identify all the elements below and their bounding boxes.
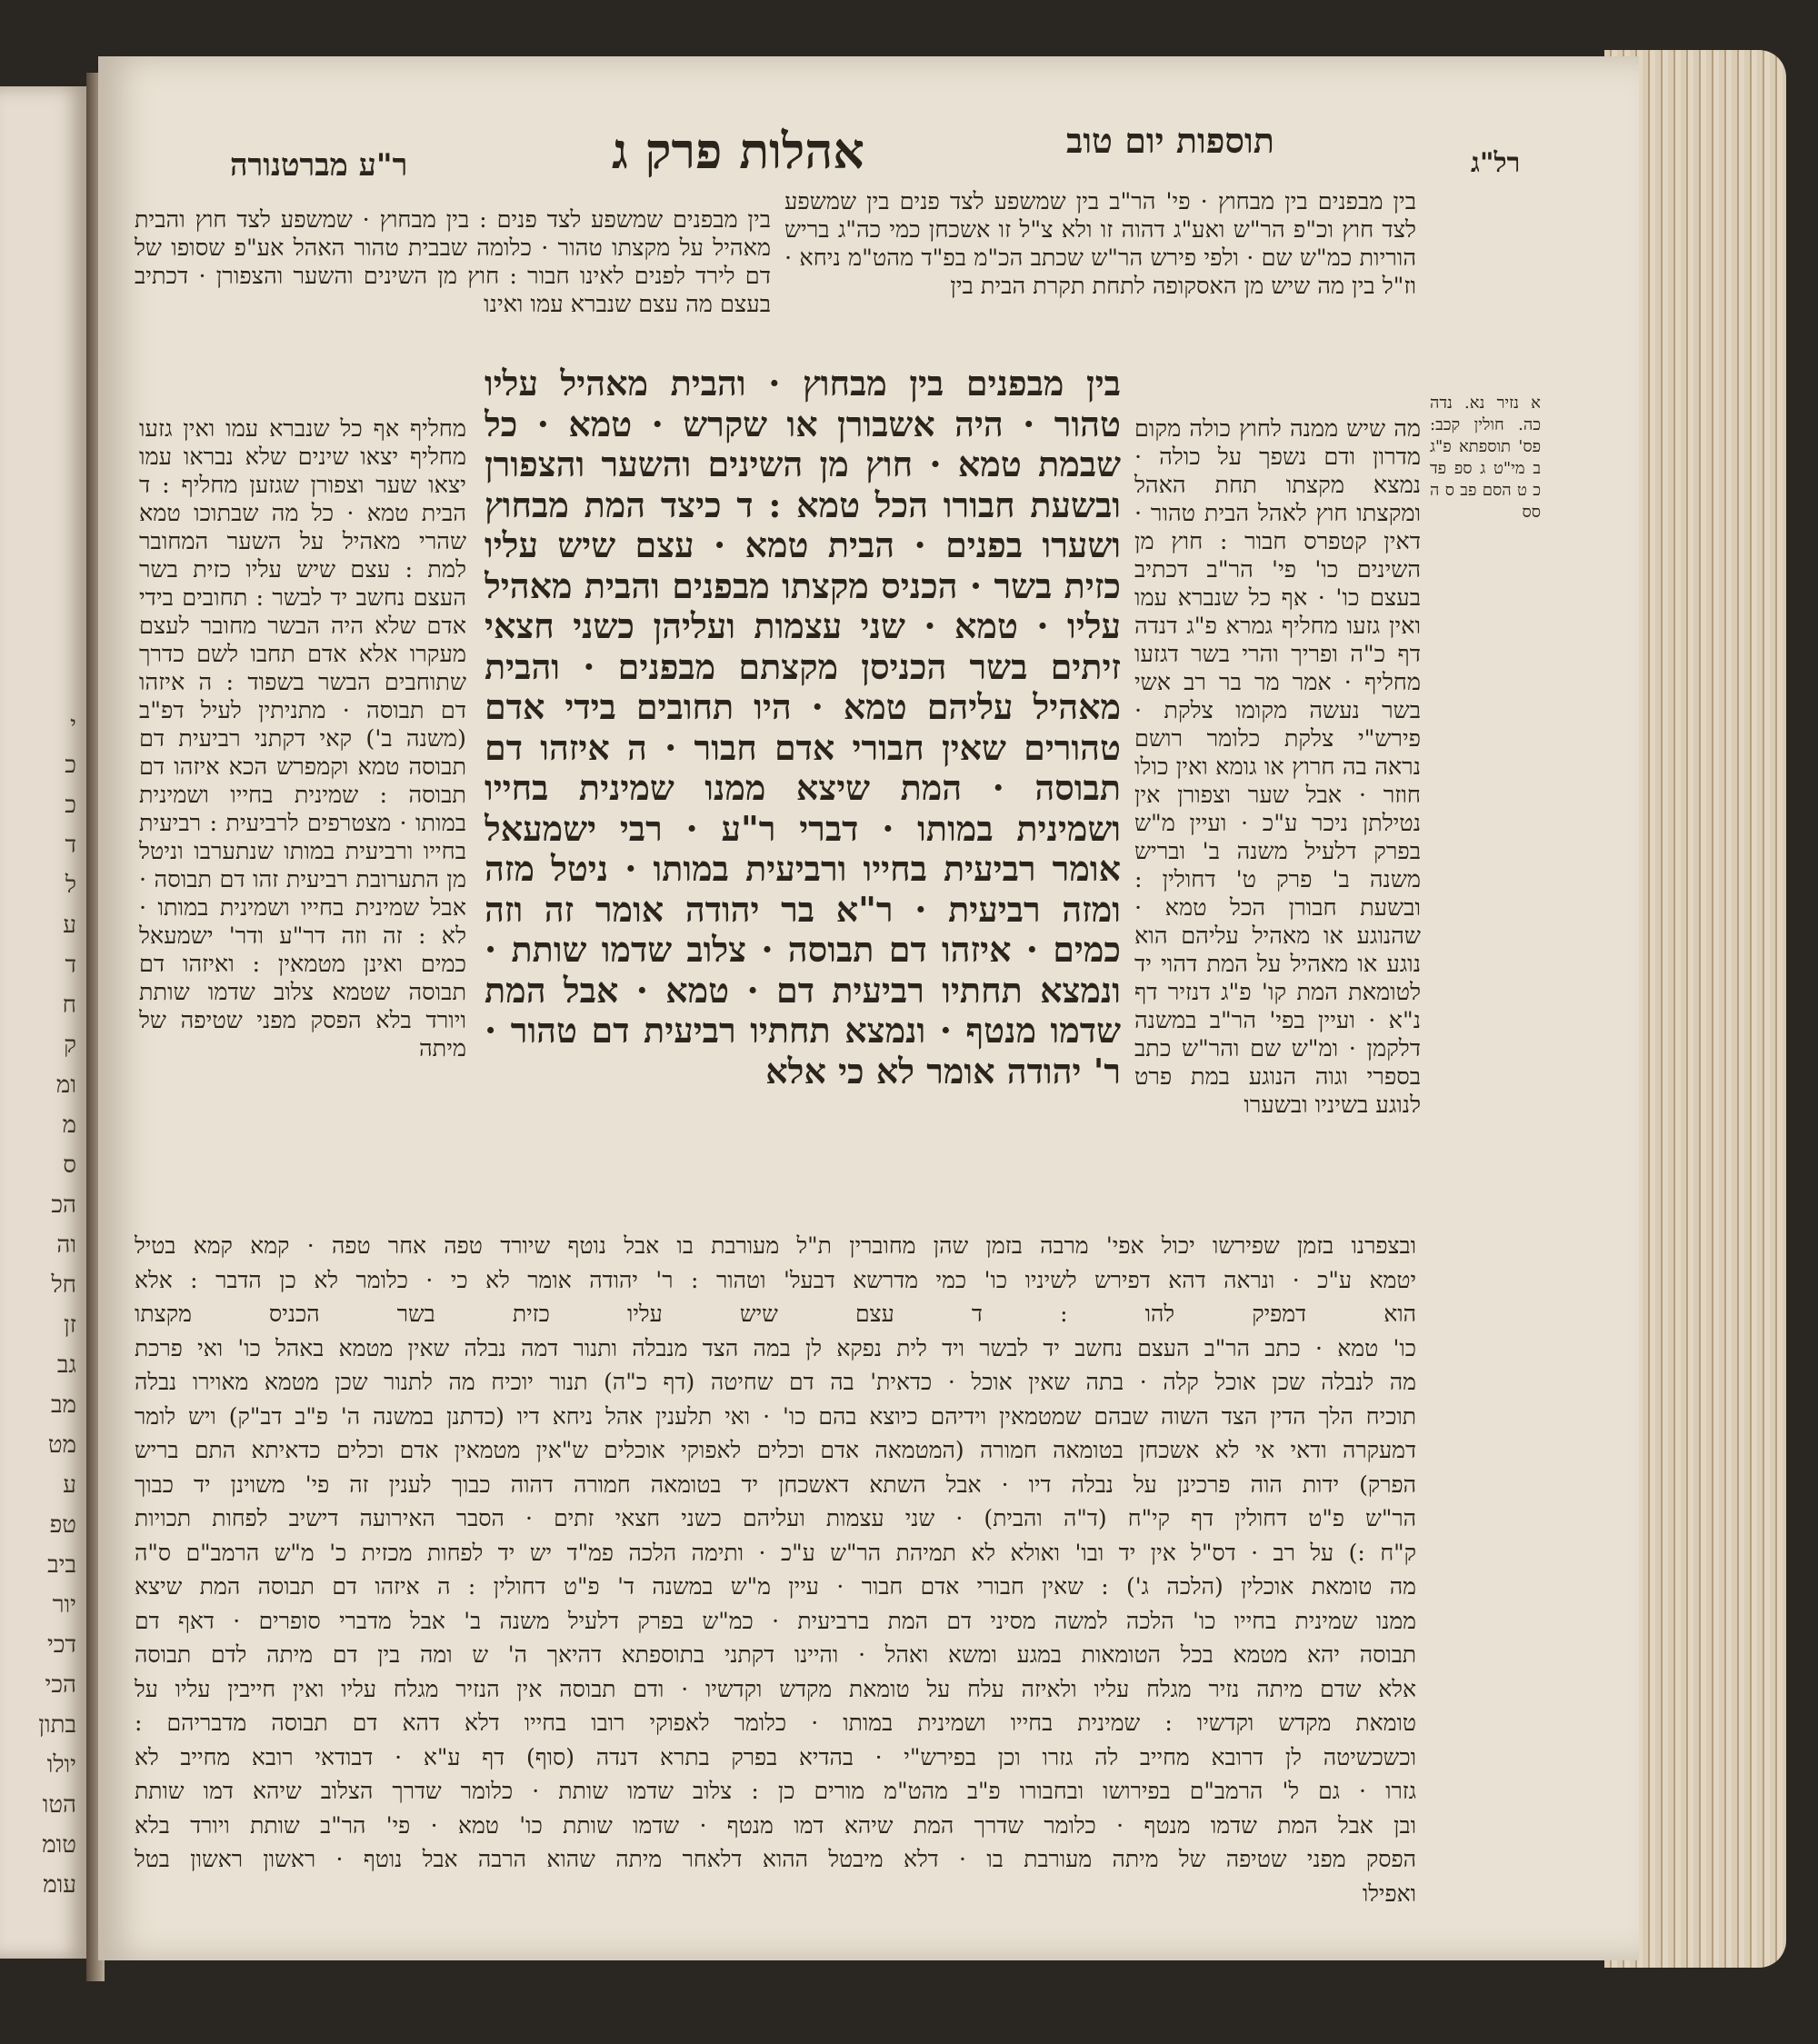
continuation-line: מה טומאת אוכלין (הלכה ג') : שאין חבורי אדם חבור · עיין מ"ש במשנה ד' פ"ט דחולין : ה איזהו דם תבוסה המת שיצא <box>135 1573 1416 1600</box>
left-page-fragment: הטו <box>42 1791 76 1819</box>
continuation-line: הר"ש פ"ט דחולין דף קי"ח (ד"ה והבית) · שני עצמות ועליהם כשני חצאי זתים · הסבר האירועה דישיב לפחות תכויות <box>135 1505 1416 1531</box>
bartenura-commentary: מחליף אף כל שנברא עמו ואין גזעו מחליף יצאו שינים שלא נבראו עמו יצאו שער וצפורן שגזען מחליף : ד הבית טמא · כל מה שבתוכו טמא שהרי מאהיל על השער המחובר למת : עצם שיש עליו כזית בשר העצם נחשב יד לבשר : תחובים בידי אדם שלא היה הבשר מחובר לעצם מעקרו אלא אדם תחבו לשם כדרך שתוחבים הבשר בשפוד : ה איזהו דם תבוסה · מתניתין לעיל דפ"ב (משנה ב') קאי דקתני רביעית דם תבוסה טמא וקמפרש הכא איזהו דם תבוסה : שמינית בחייו ושמינית במותו · מצטרפים לרביעית : רביעית בחייו ורביעית במותו שנתערבו וניטל מן התערובת רביעית זהו דם תבוסה · אבל שמינית בחייו ושמינית במותו · לא : זה וזה דר"ע ודר' ישמעאל כמים ואינן מטמאין : ואיזהו דם תבוסה שטמא צלוב שדמו שותת ויורד בלא הפסק מפני שטיפה של מיתה <box>139 415 466 1062</box>
left-page-fragment: הכי <box>45 1671 76 1699</box>
continuation-line: ואפילו <box>1362 1879 1416 1907</box>
margin-note: א נזיר נא. נדה כה. חולין קכב: פס' תוספתא פ"ג ב מי"ט ג ספ פד כ ט הסם פב ס ה סס <box>1430 394 1541 522</box>
left-page-fragment: כ <box>65 792 76 819</box>
continuation-line: דמעקרה ודאי אי לא אשכחן בטומאה חמורה (המטמאה אדם וכלים לאפוקי אוכלים ש"אין מטמאין אדם וכלים כדאיתא התם בריש <box>135 1437 1416 1463</box>
bartenura-intro: בין מבפנים שמשפע לצד פנים : בין מבחוץ · שמשפע לצד חוץ והבית מאהיל על מקצתו טהור · כלומה שבבית טהור האהל אע"פ שסופו של דם לירד לפנים לאינו חבור : חוץ מן השינים והשער והצפורן · דכתיב בעצם מה עצם שנברא עמו ואינו <box>135 206 771 318</box>
continuation-line: הוא דמפיק להו : ד עצם שיש עליו כזית בשר הכניס מקצתו <box>135 1301 1416 1327</box>
continuation-line: הפסק מפני שטיפה של מיתה מעורבת בו · דלא מיבטל ההוא דלאחר מיתה שהוא הרבה אבל נוטף · ראשון ראשון בטל <box>135 1846 1416 1872</box>
mishnah-text: בין מבפנים בין מבחוץ · והבית מאהיל עליו טהור · היה אשבורן או שקרש · טמא · כל שבמת טמא · חוץ מן השינים והשער והצפורן ובשעת חבורו הכל טמא : ד כיצד המת מבחוץ ושערו בפנים · הבית טמא · עצם שיש עליו כזית בשר · הכניס מקצתו מבפנים והבית מאהיל עליו · טמא · שני עצמות ועליהן כשני חצאי זיתים בשר הכניסן מקצתם מבפנים · והבית מאהיל עליהם טמא · היו תחובים בידי אדם טהורים שאין חבורי אדם חבור · ה איזהו דם תבוסה · המת שיצא ממנו שמינית בחייו ושמינית במותו · דברי ר"ע · רבי ישמעאל אומר רביעית בחייו ורביעית במותו · ניטל מזה ומזה רביעית · ר"א בר יהודה אומר זה וזה כמים · איזהו דם תבוסה · צלוב שדמו שותת · ונמצא תחתיו רביעית דם · טמא · אבל המת שדמו מנטף · ונמצא תחתיו רביעית דם טהור · ר' יהודה אומר לא כי אלא <box>484 364 1121 1092</box>
continuation-line: ממנו שמינית בחייו כו' הלכה למשה מסיני דם המת ברביעית · כמ"ש בפרק דלעיל משנה ב' אבל מדברי סופרים · דאף דם <box>135 1607 1416 1634</box>
left-page-fragment: יור <box>52 1591 76 1619</box>
continuation-line: מה לנבלה שכן אוכל קלה · בתה שאין אוכל · כדאית' בה דם שחיטה (דף כ"ה) תנור יוכיח מה לתנור שכן מטמא מאוירו נבלה <box>135 1369 1416 1395</box>
continuation-line: גזרו · גם ל' הרמב"ם בפירושו ובחבורו פ"ב מהט"מ מורים כן : צלוב שדמו שותת · כלומר שדרך הצלוב שיהא דמו שותת <box>135 1778 1416 1804</box>
left-page-fragment: כ <box>65 752 76 779</box>
previous-page-edge <box>0 86 86 1959</box>
left-page-fragment: גב <box>56 1351 76 1379</box>
left-page-fragment: עומ <box>43 1871 76 1899</box>
continuation-line: כו' טמא · כתב הר"ב העצם נחשב יד לבשר ויד לית נפקא לן במה הצד מנבלה ותנור דמה נבלה שאין מטמא באהל כו' ואי פרכת <box>135 1334 1416 1361</box>
page-title: אהלות פרק ג <box>612 122 864 180</box>
left-page-fragment: ד <box>65 952 76 979</box>
left-page-fragment: יולו <box>46 1751 76 1779</box>
continuation-line: תוכיח הלך הדין הצד השוה שבהם שמטמאין וידיהם כיוצא בהם כו' · ואי תלענין אהל ניחא דיו (כדתנן במשנה ה' פ"ב דב"ק) ויש לומר <box>135 1402 1416 1430</box>
tosafot-intro: בין מבפנים בין מבחוץ · פי' הר"ב בין שמשפע לצד פנים בין שמשפע לצד חוץ וכ"פ הר"ש ואע"ג דהוה זו ולא צ"ל זו אשכחן כמי כה"ג בריש הוריות כמ"ש שם · ולפי פירש הר"ש שכתב הכ"מ בפ"ד מהט"מ ניחא · וז"ל בין מה שיש מן האסקופה לתחת תקרת הבית בין <box>784 188 1416 300</box>
left-page-fragment: י <box>70 712 76 739</box>
continuation-line: ובן אבל המת שדמו מנטף · כלומר שדרך המת שיהא דמו מנטף · שדמו שותת כו' טמא · פי' הר"ב שותת ויורד בלא <box>135 1811 1416 1839</box>
left-page-fragment: וה <box>56 1231 76 1259</box>
left-page-fragment: מט <box>47 1431 76 1459</box>
left-page-fragment: ח <box>62 992 76 1019</box>
left-page-fragment: בתון <box>38 1711 76 1739</box>
left-page-fragment: ל <box>65 872 76 899</box>
left-running-head: תוספות יום טוב <box>1066 120 1274 161</box>
left-page-fragment: ומ <box>55 1072 76 1099</box>
book-page <box>98 56 1639 1960</box>
page-number: רל"ג <box>1471 147 1521 179</box>
continuation-line: תבוסה יהא מטמא בכל הטומאות במגע ומשא ואהל · והיינו דקתני בתוספתא דהיאך ה' ש ומה בין דם מיתה לדם תבוסה <box>135 1641 1416 1668</box>
continuation-line: הפרק) ידות הוה פרכינן על נבלה דיו · אבל השתא דאשכחן יד בטומאה חמורה דהוה כבוך לענין זה פי' משוינן יד כבוך <box>135 1471 1416 1498</box>
left-page-fragment: ע <box>63 1471 76 1499</box>
continuation-line: טומאת מקדש וקדשיו : שמינית בחייו ושמינית במותו · כלומר לאפוקי רובו בחייו דלא דהא דם תבוסה מדבריהם : <box>135 1710 1416 1736</box>
left-page-fragment: הכ <box>51 1192 76 1219</box>
left-page-fragment: מב <box>51 1391 76 1419</box>
left-page-fragment: טומ <box>42 1831 76 1859</box>
continuation-line: אלא שדם מיתה נזיר מגלח עליו ולאיזה עלח על טומאת מקדש וקדשיו · ודם תבוסה אין הנזיר מגלח עליו ואין חייבין עליו על <box>135 1675 1416 1702</box>
left-page-fragment: טפ <box>49 1511 76 1539</box>
right-running-head: ר"ע מברטנורה <box>230 147 408 184</box>
continuation-line: ק"ח :) על רב · דס"ל אין יד ובו' ואולא לא תמיהת הר"ש ע"כ · ותימה הלכה פמ"ד יש יד לפחות מכזית כ' מ"ש הרמב"ם ס"ה <box>135 1539 1416 1566</box>
left-page-fragment: ביב <box>47 1551 76 1579</box>
left-page-fragment: זן <box>64 1311 76 1339</box>
left-page-fragment: ס <box>63 1152 76 1179</box>
continuation-line: וכשכשיטה לן דרובא מחייב לה גזרו וכן בפירש"י · בהדיא בפרק בתרא דנדה (סוף) דף ע"א · דבודאי רובא מחייב לא <box>135 1743 1416 1770</box>
left-page-fragment: חל <box>51 1271 76 1299</box>
left-page-fragment: דכי <box>46 1631 76 1659</box>
tosafot-commentary: מה שיש ממנה לחוץ כולה מקום מדרון ודם נשפך על כולה · נמצא מקצתו תחת האהל ומקצתו חוץ לאהל הבית טהור · דאין קטפרס חבור : חוץ מן השינים כו' פי' הר"ב דכתיב בעצם כו' · אף כל שנברא עמו ואין גזעו מחליף גמרא פ"ג דנדה דף כ"ה ופריך והרי בשר דגזעו מחליף · אמר מר בר רב אשי בשר נעשה מקומו צלקת · פירש"י צלקת כלומר רושם נראה בה חרוץ או גומא ואין כולו חוזר · אבל שער וצפורן אין נטילתן ניכר ע"כ · ועיין מ"ש בפרק דלעיל משנה ב' ובריש משנה ב' פרק ט' דחולין : ובשעת חבורן הכל טמא · שהנוגע או מאהיל עליהם הוא נוגע או מאהיל על המת דהוי יד לטומאת המת קו' פ"ג דנזיר דף נ"א · ועיין בפי' הר"ב במשנה דלקמן · ומ"ש שם והר"ש כתב בספרי וגוה הנוגע במת פרט לנוגע בשיניו ובשערו <box>1134 415 1421 1119</box>
left-page-fragment: ע <box>63 912 76 939</box>
continuation-line: יטמא ע"כ · ונראה דהא דפירש לשיניו כו' כמי מדרשא דבעל' וטהור : ר' יהודה אומר לא כי · כלומר לא כן הדבר : אלא <box>135 1266 1416 1293</box>
continuation-line: ובצפרנו בזמן שפירשו יכול אפי' מרבה בזמן שהן מחוברין ת"ל מעורבת בו אבל נוטף שיורד טפה אחר טפה · קמא קמא בטיל <box>135 1232 1416 1259</box>
left-page-fragment: מ <box>62 1112 76 1139</box>
left-page-fragment: ד <box>65 832 76 859</box>
left-page-fragment: ק <box>64 1032 76 1059</box>
